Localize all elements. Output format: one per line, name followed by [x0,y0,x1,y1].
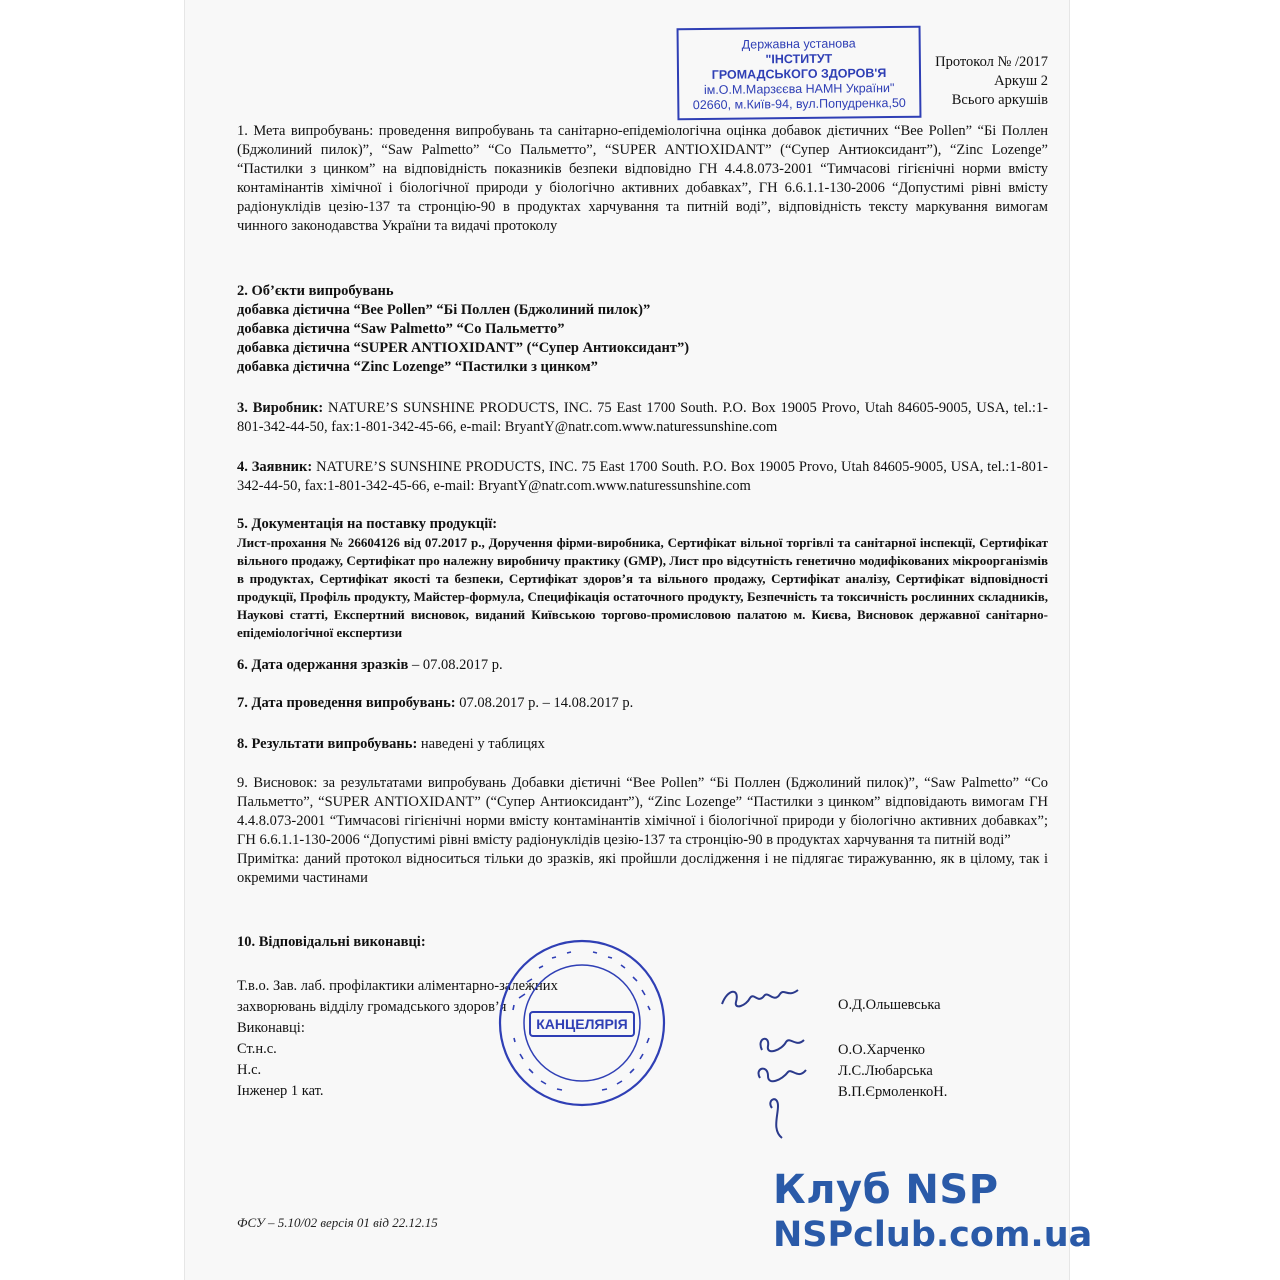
protocol-header [930,53,1048,110]
executor-name-3: Л.С.Любарська [838,1063,933,1079]
stamp-line-4: ім.О.М.Марзєєва НАМН України" [703,81,895,97]
executors-label: Виконавці: [237,1020,305,1036]
signature-2 [752,1030,812,1140]
section-5-documentation [237,515,1048,642]
section-6-receipt-date [237,656,1048,675]
stamp-line-5: 02660, м.Київ-94, вул.Попудренка,50 [692,95,906,113]
executor-names [838,1040,947,1103]
section-3-manufacturer [237,399,1048,437]
object-item-1: добавка дієтична “Bee Pollen” “Бі Поллен (Бджолиний пилок)” [237,302,651,318]
role-head-cont: захворювань відділу громадського здоров’я [237,999,507,1015]
section-2-objects [237,282,1048,377]
section-3-text: NATURE’S SUNSHINE PRODUCTS, INC. 75 East 1700 South. P.O. Box 19005 Provo, Utah 84605-9005, USA, tel.:1-801-342-44-50, fax:1-801-342-45-66, e-mail: BryantY@natr.com.www.naturessunshine.com [237,400,1048,435]
total-sheets: Всього аркушів [951,92,1048,108]
role-engineer: Інженер 1 кат. [237,1083,324,1099]
form-code-footer: ФСУ – 5.10/02 версія 01 від 22.12.15 [237,1215,438,1230]
role-head: Т.в.о. Зав. лаб. профілактики аліментарно-залежних [237,978,558,994]
protocol-number: Протокол № /2017 [935,54,1048,70]
section-9-text: 9. Висновок: за результатами випробувань Добавки дієтичні “Bee Pollen” “Бі Поллен (Бджолиний пилок)”, “Saw Palmetto” “Со Пальметто”, “SUPER ANTIOXIDANT” (“Супер Антиоксидант”), “Zinc Lozenge” “Пастилки з цинком” відповідають вимогам ГН 4.4.8.073-2001 “Тимчасові гігієнічні норми вмісту контамінантів хімічної і біологічної природи у біологічно активних добавках”; ГН 6.6.1.1-130-2006 “Допустимі рівні вмісту радіонуклідів цезію-137 та стронцію-90 в продуктах харчування та питній воді” [237,775,1048,848]
section-8-text: наведені у таблицях [417,736,545,752]
section-3-label: 3. Виробник: [237,400,324,416]
section-2-title: 2. Об’єкти випробувань [237,283,394,299]
section-4-applicant [237,458,1048,496]
section-6-text: – 07.08.2017 р. [408,657,503,673]
role-senior-researcher: Ст.н.с. [237,1041,277,1057]
stamp-line-1: Державна установа [741,36,856,52]
executor-name-1: О.Д.Ольшевська [838,997,941,1013]
brand-url: NSPclub.com.ua [773,1215,1093,1255]
section-10-title: 10. Відповідальні виконавці: [237,934,426,950]
brand-title: Клуб NSP [773,1167,999,1213]
section-6-label: 6. Дата одержання зразків [237,657,409,673]
object-item-3: добавка дієтична “SUPER ANTIOXIDANT” (“Супер Антиоксидант”) [237,340,690,356]
stamp-line-3: ГРОМАДСЬКОГО ЗДОРОВ'Я [711,66,887,82]
object-item-2: добавка дієтична “Saw Palmetto” “Со Пальметто” [237,321,565,337]
section-8-label: 8. Результати випробувань: [237,736,418,752]
executor-name-4: В.П.ЄрмоленкоН. [838,1084,948,1100]
object-item-4: добавка дієтична “Zinc Lozenge” “Пастилки з цинком” [237,359,598,375]
signature-1 [718,982,803,1014]
section-8-results [237,735,1048,754]
section-4-label: 4. Заявник: [237,459,313,475]
sheet-number: Аркуш 2 [994,73,1048,89]
section-7-test-dates [237,694,1048,713]
institution-stamp [677,26,922,121]
office-round-stamp [497,938,667,1108]
section-1-purpose: 1. Мета випробувань: проведення випробувань та санітарно-епідеміологічна оцінка добавок дієтичних “Bee Pollen” “Бі Поллен (Бджолиний пилок)”, “Saw Palmetto” “Со Пальметто”, “SUPER ANTIOXIDANT” (“Супер Антиоксидант”), “Zinc Lozenge” “Пастилки з цинком” на відповідність показників безпеки відповідно ГН 4.4.8.073-2001 “Тимчасові гігієнічні норми вмісту контамінантів хімічної і біологічної природи у біологічно активних добавках”, ГН 6.6.1.1-130-2006 “Допустимі рівні вмісту радіонуклідів цезію-137 та стронцію-90 в продуктах харчування та питній воді”, відповідність тексту маркування вимогам чинного законодавства України та видачі протоколу [237,123,1048,234]
section-5-title: 5. Документація на поставку продукції: [237,516,498,532]
stamp-line-2: "ІНСТИТУТ [765,51,833,67]
section-5-text: Лист-прохання № 26604126 від 07.2017 р., Доручення фірми-виробника, Сертифікат вільної торгівлі та санітарної інспекції, Сертифікат вільного продажу, Сертифікат про належну виробничу практику (GMP), Лист про відсутність генетично модифікованих мікроорганізмів в продуктах, Сертифікат якості та безпеки, Сертифікат здоров’я та вільного продажу, Сертифікат аналізу, Сертифікат відповідності продукції, Профіль продукту, Майстер-формула, Специфікація остаточного продукту, Безпечність та токсичність рослинних складників, Наукові статті, Експертний висновок, виданий Київською торгово-промисловою палатою м. Києва, Висновок державної санітарно-епідеміологічної експертизи [237,535,1048,640]
stamp-center-text: КАНЦЕЛЯРІЯ [536,1016,628,1032]
section-9-conclusion [237,774,1048,888]
role-researcher: Н.с. [237,1062,262,1078]
section-7-label: 7. Дата проведення випробувань: [237,695,456,711]
executor-name-2: О.О.Харченко [838,1042,926,1058]
section-4-text: NATURE’S SUNSHINE PRODUCTS, INC. 75 East 1700 South. P.O. Box 19005 Provo, Utah 84605-9005, USA, tel.:1-801-342-44-50, fax:1-801-342-45-66, e-mail: BryantY@natr.com.www.naturessunshine.com [237,459,1048,494]
section-7-text: 07.08.2017 р. – 14.08.2017 р. [455,695,634,711]
section-9-note: Примітка: даний протокол відноситься тільки до зразків, які пройшли дослідження і не підлягає тиражуванню, як в цілому, так і окремими частинами [237,851,1048,886]
